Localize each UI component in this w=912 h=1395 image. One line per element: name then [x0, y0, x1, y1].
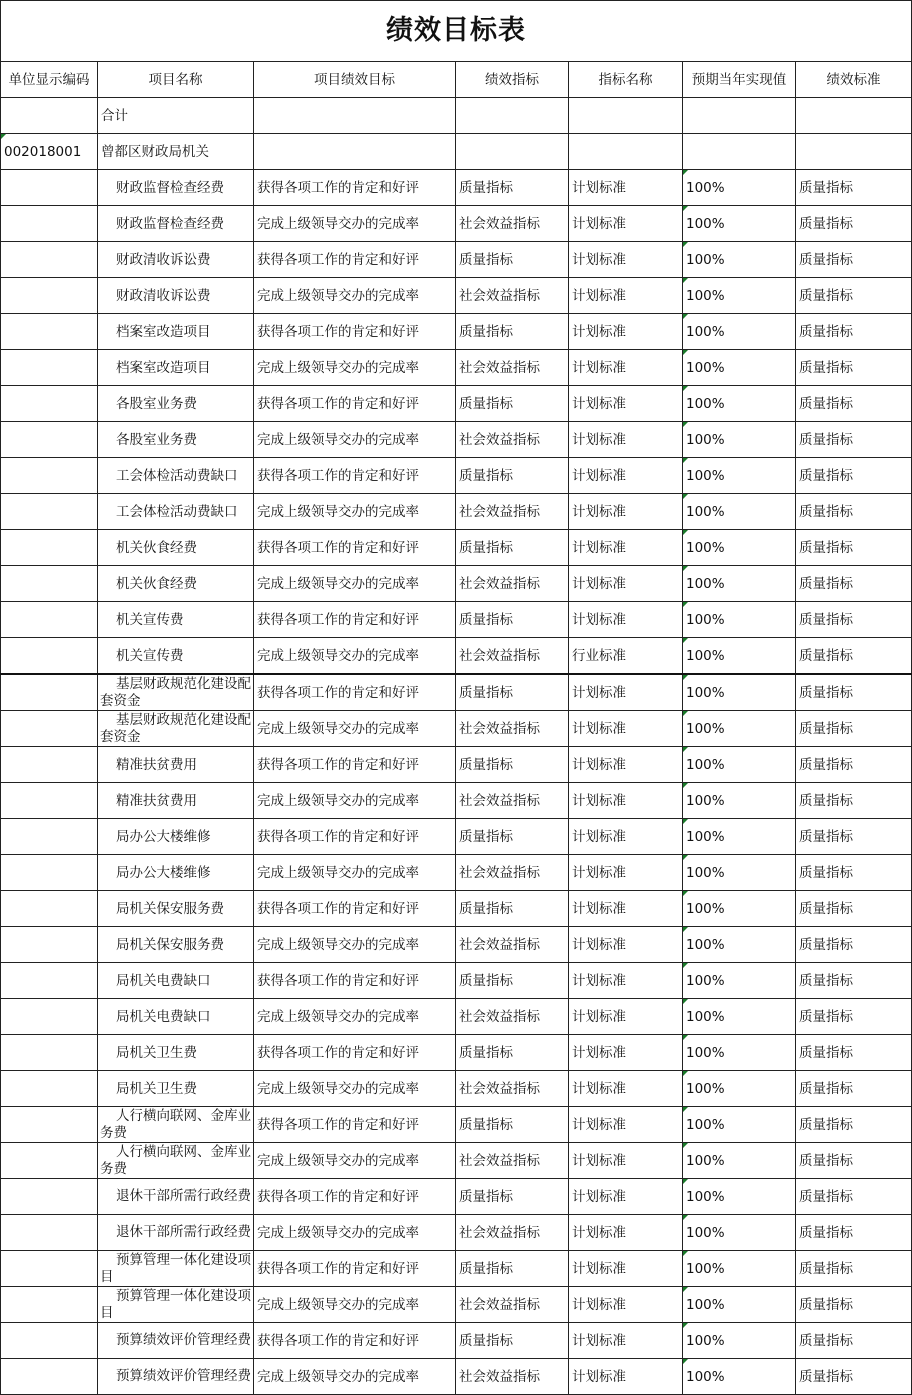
total-label[interactable]: 合计: [98, 98, 254, 134]
expected-value-cell[interactable]: 100%: [683, 674, 796, 711]
standard-cell[interactable]: 质量指标: [796, 1107, 912, 1143]
unit-code-cell[interactable]: [1, 963, 98, 999]
cell[interactable]: [456, 98, 569, 134]
table-row: [1, 530, 912, 566]
project-goal-cell[interactable]: 获得各项工作的肯定和好评: [254, 963, 456, 999]
unit-row: [1, 134, 912, 170]
standard-cell[interactable]: 质量指标: [796, 566, 912, 602]
standard-cell[interactable]: 质量指标: [796, 494, 912, 530]
indicator-name-cell[interactable]: 计划标准: [569, 422, 683, 458]
expected-value-cell[interactable]: 100%: [683, 1143, 796, 1179]
indicator-cell[interactable]: 质量指标: [456, 1179, 569, 1215]
project-name-cell[interactable]: 局机关电费缺口: [98, 963, 254, 999]
project-name-cell[interactable]: 预算绩效评价管理经费: [98, 1323, 254, 1359]
table-row: [1, 458, 912, 494]
indicator-cell[interactable]: 质量指标: [456, 458, 569, 494]
table-row: [1, 602, 912, 638]
unit-code-cell[interactable]: [1, 927, 98, 963]
indicator-cell[interactable]: 质量指标: [456, 674, 569, 711]
expected-value-cell[interactable]: 100%: [683, 927, 796, 963]
expected-value-cell[interactable]: 100%: [683, 711, 796, 747]
indicator-name-cell[interactable]: 计划标准: [569, 170, 683, 206]
table-row: [1, 1251, 912, 1287]
indicator-name-cell[interactable]: 计划标准: [569, 458, 683, 494]
indicator-cell[interactable]: 质量指标: [456, 963, 569, 999]
table-row: [1, 963, 912, 999]
cell[interactable]: [569, 134, 683, 170]
expected-value-cell[interactable]: 100%: [683, 1215, 796, 1251]
unit-code-cell[interactable]: [1, 999, 98, 1035]
indicator-cell[interactable]: 质量指标: [456, 1323, 569, 1359]
standard-cell[interactable]: 质量指标: [796, 1359, 912, 1395]
expected-value-cell[interactable]: 100%: [683, 638, 796, 675]
indicator-cell[interactable]: 社会效益指标: [456, 278, 569, 314]
indicator-name-cell[interactable]: 计划标准: [569, 494, 683, 530]
indicator-cell[interactable]: 社会效益指标: [456, 711, 569, 747]
project-name-cell[interactable]: 局办公大楼维修: [98, 855, 254, 891]
expected-value-cell[interactable]: 100%: [683, 170, 796, 206]
project-name-cell[interactable]: 退休干部所需行政经费: [98, 1179, 254, 1215]
indicator-name-cell[interactable]: 计划标准: [569, 242, 683, 278]
project-name-cell[interactable]: 财政清收诉讼费: [98, 278, 254, 314]
indicator-name-cell[interactable]: 计划标准: [569, 783, 683, 819]
standard-cell[interactable]: 质量指标: [796, 1143, 912, 1179]
header-cell[interactable]: 单位显示编码: [1, 62, 98, 98]
project-name-cell[interactable]: 机关伙食经费: [98, 566, 254, 602]
cell[interactable]: [683, 134, 796, 170]
indicator-cell[interactable]: 社会效益指标: [456, 999, 569, 1035]
project-goal-cell[interactable]: 获得各项工作的肯定和好评: [254, 891, 456, 927]
project-name-cell[interactable]: 机关宣传费: [98, 602, 254, 638]
cell[interactable]: [456, 134, 569, 170]
table-row: [1, 891, 912, 927]
indicator-name-cell[interactable]: 计划标准: [569, 1071, 683, 1107]
standard-cell[interactable]: 质量指标: [796, 747, 912, 783]
expected-value-cell[interactable]: 100%: [683, 530, 796, 566]
standard-cell[interactable]: 质量指标: [796, 711, 912, 747]
unit-code-cell[interactable]: [1, 422, 98, 458]
table-row: [1, 314, 912, 350]
indicator-cell[interactable]: 社会效益指标: [456, 1071, 569, 1107]
project-name-cell[interactable]: 基层财政规范化建设配套资金: [98, 674, 254, 711]
header-cell[interactable]: 绩效指标: [456, 62, 569, 98]
standard-cell[interactable]: 质量指标: [796, 422, 912, 458]
indicator-cell[interactable]: 社会效益指标: [456, 1215, 569, 1251]
expected-value-cell[interactable]: 100%: [683, 1071, 796, 1107]
cell[interactable]: [569, 98, 683, 134]
indicator-cell[interactable]: 社会效益指标: [456, 855, 569, 891]
project-name-cell[interactable]: 局办公大楼维修: [98, 819, 254, 855]
indicator-cell[interactable]: 社会效益指标: [456, 927, 569, 963]
project-goal-cell[interactable]: 获得各项工作的肯定和好评: [254, 242, 456, 278]
project-goal-cell[interactable]: 完成上级领导交办的完成率: [254, 422, 456, 458]
standard-cell[interactable]: 质量指标: [796, 1251, 912, 1287]
project-goal-cell[interactable]: 获得各项工作的肯定和好评: [254, 1107, 456, 1143]
standard-cell[interactable]: 质量指标: [796, 350, 912, 386]
indicator-name-cell[interactable]: 计划标准: [569, 747, 683, 783]
project-goal-cell[interactable]: 完成上级领导交办的完成率: [254, 638, 456, 675]
indicator-cell[interactable]: 质量指标: [456, 314, 569, 350]
table-row: [1, 1071, 912, 1107]
project-goal-cell[interactable]: 完成上级领导交办的完成率: [254, 711, 456, 747]
table-row: [1, 206, 912, 242]
project-name-cell[interactable]: 财政监督检查经费: [98, 170, 254, 206]
indicator-cell[interactable]: 质量指标: [456, 170, 569, 206]
header-cell[interactable]: 项目名称: [98, 62, 254, 98]
project-name-cell[interactable]: 精准扶贫费用: [98, 783, 254, 819]
expected-value-cell[interactable]: 100%: [683, 206, 796, 242]
project-name-cell[interactable]: 局机关卫生费: [98, 1071, 254, 1107]
unit-code-cell[interactable]: [1, 1143, 98, 1179]
indicator-name-cell[interactable]: 计划标准: [569, 386, 683, 422]
unit-code-cell[interactable]: [1, 242, 98, 278]
standard-cell[interactable]: 质量指标: [796, 674, 912, 711]
indicator-name-cell[interactable]: 计划标准: [569, 711, 683, 747]
project-name-cell[interactable]: 局机关保安服务费: [98, 927, 254, 963]
expected-value-cell[interactable]: 100%: [683, 458, 796, 494]
indicator-name-cell[interactable]: 计划标准: [569, 566, 683, 602]
indicator-name-cell[interactable]: 计划标准: [569, 206, 683, 242]
project-goal-cell[interactable]: 完成上级领导交办的完成率: [254, 1215, 456, 1251]
indicator-name-cell[interactable]: 计划标准: [569, 1107, 683, 1143]
expected-value-cell[interactable]: 100%: [683, 242, 796, 278]
table-row: [1, 350, 912, 386]
standard-cell[interactable]: 质量指标: [796, 278, 912, 314]
cell[interactable]: [796, 134, 912, 170]
unit-code-cell[interactable]: [1, 350, 98, 386]
unit-code-cell[interactable]: [1, 783, 98, 819]
project-goal-cell[interactable]: 完成上级领导交办的完成率: [254, 278, 456, 314]
expected-value-cell[interactable]: 100%: [683, 783, 796, 819]
unit-code-cell[interactable]: [1, 674, 98, 711]
expected-value-cell[interactable]: 100%: [683, 566, 796, 602]
unit-code-cell[interactable]: [1, 458, 98, 494]
unit-code-cell[interactable]: [1, 602, 98, 638]
project-goal-cell[interactable]: 完成上级领导交办的完成率: [254, 927, 456, 963]
standard-cell[interactable]: 质量指标: [796, 530, 912, 566]
expected-value-cell[interactable]: 100%: [683, 855, 796, 891]
unit-code-cell[interactable]: [1, 891, 98, 927]
table-row: [1, 1359, 912, 1395]
indicator-name-cell[interactable]: 计划标准: [569, 314, 683, 350]
header-row: [1, 62, 912, 98]
project-name-cell[interactable]: 财政监督检查经费: [98, 206, 254, 242]
standard-cell[interactable]: 质量指标: [796, 891, 912, 927]
project-goal-cell[interactable]: 获得各项工作的肯定和好评: [254, 1251, 456, 1287]
header-cell[interactable]: 指标名称: [569, 62, 683, 98]
indicator-cell[interactable]: 社会效益指标: [456, 783, 569, 819]
indicator-cell[interactable]: 质量指标: [456, 1035, 569, 1071]
cell[interactable]: [796, 98, 912, 134]
standard-cell[interactable]: 质量指标: [796, 386, 912, 422]
standard-cell[interactable]: 质量指标: [796, 206, 912, 242]
indicator-cell[interactable]: 质量指标: [456, 386, 569, 422]
unit-code-cell[interactable]: [1, 711, 98, 747]
table-row: [1, 1215, 912, 1251]
unit-code-cell[interactable]: [1, 1359, 98, 1395]
header-cell[interactable]: 绩效标准: [796, 62, 912, 98]
indicator-cell[interactable]: 质量指标: [456, 242, 569, 278]
indicator-cell[interactable]: 社会效益指标: [456, 1143, 569, 1179]
indicator-cell[interactable]: 质量指标: [456, 602, 569, 638]
project-name-cell[interactable]: 局机关卫生费: [98, 1035, 254, 1071]
indicator-cell[interactable]: 质量指标: [456, 819, 569, 855]
standard-cell[interactable]: 质量指标: [796, 1287, 912, 1323]
indicator-name-cell[interactable]: 计划标准: [569, 819, 683, 855]
project-goal-cell[interactable]: 获得各项工作的肯定和好评: [254, 1179, 456, 1215]
unit-code-cell[interactable]: [1, 314, 98, 350]
indicator-cell[interactable]: 质量指标: [456, 747, 569, 783]
project-name-cell[interactable]: 基层财政规范化建设配套资金: [98, 711, 254, 747]
project-goal-cell[interactable]: 完成上级领导交办的完成率: [254, 783, 456, 819]
unit-code-cell[interactable]: [1, 1071, 98, 1107]
expected-value-cell[interactable]: 100%: [683, 819, 796, 855]
indicator-name-cell[interactable]: 计划标准: [569, 530, 683, 566]
unit-code-cell[interactable]: [1, 1035, 98, 1071]
table-row: [1, 1287, 912, 1323]
unit-code-cell[interactable]: [1, 278, 98, 314]
project-goal-cell[interactable]: 获得各项工作的肯定和好评: [254, 530, 456, 566]
unit-name-cell[interactable]: 曾都区财政局机关: [98, 134, 254, 170]
expected-value-cell[interactable]: 100%: [683, 1179, 796, 1215]
indicator-cell[interactable]: 社会效益指标: [456, 422, 569, 458]
project-name-cell[interactable]: 预算管理一体化建设项目: [98, 1287, 254, 1323]
cell[interactable]: [1, 98, 98, 134]
total-row: [1, 98, 912, 134]
project-goal-cell[interactable]: 获得各项工作的肯定和好评: [254, 602, 456, 638]
expected-value-cell[interactable]: 100%: [683, 963, 796, 999]
project-name-cell[interactable]: 各股室业务费: [98, 422, 254, 458]
project-goal-cell[interactable]: 获得各项工作的肯定和好评: [254, 747, 456, 783]
standard-cell[interactable]: 质量指标: [796, 819, 912, 855]
indicator-name-cell[interactable]: 计划标准: [569, 1179, 683, 1215]
standard-cell[interactable]: 质量指标: [796, 458, 912, 494]
standard-cell[interactable]: 质量指标: [796, 242, 912, 278]
table-row: [1, 999, 912, 1035]
project-goal-cell[interactable]: 获得各项工作的肯定和好评: [254, 1035, 456, 1071]
table-row: [1, 927, 912, 963]
project-goal-cell[interactable]: 完成上级领导交办的完成率: [254, 1143, 456, 1179]
indicator-name-cell[interactable]: 计划标准: [569, 1215, 683, 1251]
indicator-name-cell[interactable]: 计划标准: [569, 891, 683, 927]
project-goal-cell[interactable]: 完成上级领导交办的完成率: [254, 350, 456, 386]
project-goal-cell[interactable]: 完成上级领导交办的完成率: [254, 566, 456, 602]
project-name-cell[interactable]: 工会体检活动费缺口: [98, 494, 254, 530]
table-row: [1, 674, 912, 711]
project-goal-cell[interactable]: 获得各项工作的肯定和好评: [254, 386, 456, 422]
project-name-cell[interactable]: 预算绩效评价管理经费: [98, 1359, 254, 1395]
standard-cell[interactable]: 质量指标: [796, 927, 912, 963]
standard-cell[interactable]: 质量指标: [796, 1179, 912, 1215]
table-row: [1, 566, 912, 602]
standard-cell[interactable]: 质量指标: [796, 963, 912, 999]
unit-code-cell[interactable]: 002018001: [1, 134, 98, 170]
indicator-name-cell[interactable]: 计划标准: [569, 278, 683, 314]
project-goal-cell[interactable]: 完成上级领导交办的完成率: [254, 1287, 456, 1323]
project-name-cell[interactable]: 人行横向联网、金库业务费: [98, 1143, 254, 1179]
unit-code-cell[interactable]: [1, 206, 98, 242]
expected-value-cell[interactable]: 100%: [683, 1107, 796, 1143]
table-row: [1, 638, 912, 675]
expected-value-cell[interactable]: 100%: [683, 602, 796, 638]
table-row: [1, 747, 912, 783]
table-title[interactable]: 绩效目标表: [1, 1, 912, 62]
indicator-cell[interactable]: 质量指标: [456, 1251, 569, 1287]
project-goal-cell[interactable]: 获得各项工作的肯定和好评: [254, 1323, 456, 1359]
standard-cell[interactable]: 质量指标: [796, 170, 912, 206]
expected-value-cell[interactable]: 100%: [683, 1359, 796, 1395]
expected-value-cell[interactable]: 100%: [683, 422, 796, 458]
standard-cell[interactable]: 质量指标: [796, 314, 912, 350]
project-goal-cell[interactable]: 完成上级领导交办的完成率: [254, 1071, 456, 1107]
table-row: [1, 783, 912, 819]
indicator-name-cell[interactable]: 计划标准: [569, 927, 683, 963]
cell[interactable]: [254, 98, 456, 134]
project-name-cell[interactable]: 财政清收诉讼费: [98, 242, 254, 278]
standard-cell[interactable]: 质量指标: [796, 1323, 912, 1359]
project-name-cell[interactable]: 精准扶贫费用: [98, 747, 254, 783]
indicator-cell[interactable]: 社会效益指标: [456, 494, 569, 530]
expected-value-cell[interactable]: 100%: [683, 494, 796, 530]
cell[interactable]: [254, 134, 456, 170]
expected-value-cell[interactable]: 100%: [683, 278, 796, 314]
project-goal-cell[interactable]: 获得各项工作的肯定和好评: [254, 819, 456, 855]
cell[interactable]: [683, 98, 796, 134]
project-name-cell[interactable]: 退休干部所需行政经费: [98, 1215, 254, 1251]
unit-code-cell[interactable]: [1, 855, 98, 891]
indicator-name-cell[interactable]: 计划标准: [569, 350, 683, 386]
table-row: [1, 386, 912, 422]
title-row: [1, 1, 912, 62]
expected-value-cell[interactable]: 100%: [683, 350, 796, 386]
indicator-name-cell[interactable]: 计划标准: [569, 1359, 683, 1395]
project-name-cell[interactable]: 工会体检活动费缺口: [98, 458, 254, 494]
expected-value-cell[interactable]: 100%: [683, 891, 796, 927]
project-name-cell[interactable]: 局机关电费缺口: [98, 999, 254, 1035]
table-row: [1, 819, 912, 855]
indicator-name-cell[interactable]: 计划标准: [569, 999, 683, 1035]
indicator-cell[interactable]: 质量指标: [456, 530, 569, 566]
indicator-cell[interactable]: 社会效益指标: [456, 1287, 569, 1323]
unit-code-cell[interactable]: [1, 1179, 98, 1215]
standard-cell[interactable]: 质量指标: [796, 999, 912, 1035]
table-row: [1, 1035, 912, 1071]
project-goal-cell[interactable]: 完成上级领导交办的完成率: [254, 494, 456, 530]
expected-value-cell[interactable]: 100%: [683, 314, 796, 350]
unit-code-cell[interactable]: [1, 1287, 98, 1323]
indicator-name-cell[interactable]: 计划标准: [569, 1035, 683, 1071]
project-name-cell[interactable]: 预算管理一体化建设项目: [98, 1251, 254, 1287]
expected-value-cell[interactable]: 100%: [683, 1251, 796, 1287]
indicator-name-cell[interactable]: 计划标准: [569, 602, 683, 638]
indicator-cell[interactable]: 质量指标: [456, 1107, 569, 1143]
indicator-name-cell[interactable]: 计划标准: [569, 963, 683, 999]
table-row: [1, 170, 912, 206]
unit-code-cell[interactable]: [1, 638, 98, 675]
table-row: [1, 494, 912, 530]
indicator-cell[interactable]: 社会效益指标: [456, 206, 569, 242]
project-goal-cell[interactable]: 获得各项工作的肯定和好评: [254, 314, 456, 350]
project-goal-cell[interactable]: 获得各项工作的肯定和好评: [254, 458, 456, 494]
expected-value-cell[interactable]: 100%: [683, 999, 796, 1035]
standard-cell[interactable]: 质量指标: [796, 1035, 912, 1071]
unit-code-cell[interactable]: [1, 494, 98, 530]
project-name-cell[interactable]: 机关宣传费: [98, 638, 254, 675]
expected-value-cell[interactable]: 100%: [683, 1035, 796, 1071]
standard-cell[interactable]: 质量指标: [796, 855, 912, 891]
expected-value-cell[interactable]: 100%: [683, 1323, 796, 1359]
expected-value-cell[interactable]: 100%: [683, 747, 796, 783]
table-row: [1, 1107, 912, 1143]
unit-code-cell[interactable]: [1, 170, 98, 206]
header-cell[interactable]: 项目绩效目标: [254, 62, 456, 98]
indicator-cell[interactable]: 社会效益指标: [456, 1359, 569, 1395]
indicator-cell[interactable]: 社会效益指标: [456, 566, 569, 602]
unit-code-cell[interactable]: [1, 1323, 98, 1359]
indicator-cell[interactable]: 社会效益指标: [456, 350, 569, 386]
project-goal-cell[interactable]: 获得各项工作的肯定和好评: [254, 170, 456, 206]
unit-code-cell[interactable]: [1, 530, 98, 566]
indicator-name-cell[interactable]: 计划标准: [569, 1251, 683, 1287]
project-name-cell[interactable]: 机关伙食经费: [98, 530, 254, 566]
project-goal-cell[interactable]: 完成上级领导交办的完成率: [254, 206, 456, 242]
indicator-cell[interactable]: 社会效益指标: [456, 638, 569, 675]
indicator-name-cell[interactable]: 计划标准: [569, 1323, 683, 1359]
project-goal-cell[interactable]: 完成上级领导交办的完成率: [254, 1359, 456, 1395]
project-name-cell[interactable]: 档案室改造项目: [98, 350, 254, 386]
standard-cell[interactable]: 质量指标: [796, 1071, 912, 1107]
unit-code-cell[interactable]: [1, 819, 98, 855]
project-name-cell[interactable]: 人行横向联网、金库业务费: [98, 1107, 254, 1143]
unit-code-cell[interactable]: [1, 747, 98, 783]
project-goal-cell[interactable]: 完成上级领导交办的完成率: [254, 999, 456, 1035]
table-row: [1, 1179, 912, 1215]
standard-cell[interactable]: 质量指标: [796, 602, 912, 638]
header-cell[interactable]: 预期当年实现值: [683, 62, 796, 98]
project-goal-cell[interactable]: 获得各项工作的肯定和好评: [254, 674, 456, 711]
expected-value-cell[interactable]: 100%: [683, 1287, 796, 1323]
project-name-cell[interactable]: 档案室改造项目: [98, 314, 254, 350]
indicator-name-cell[interactable]: 计划标准: [569, 1143, 683, 1179]
standard-cell[interactable]: 质量指标: [796, 638, 912, 675]
standard-cell[interactable]: 质量指标: [796, 1215, 912, 1251]
indicator-name-cell[interactable]: 计划标准: [569, 674, 683, 711]
indicator-cell[interactable]: 质量指标: [456, 891, 569, 927]
indicator-name-cell[interactable]: 计划标准: [569, 855, 683, 891]
unit-code-cell[interactable]: [1, 566, 98, 602]
table-row: [1, 711, 912, 747]
unit-code-cell[interactable]: [1, 386, 98, 422]
table-row: [1, 278, 912, 314]
table-row: [1, 242, 912, 278]
project-name-cell[interactable]: 各股室业务费: [98, 386, 254, 422]
unit-code-cell[interactable]: [1, 1251, 98, 1287]
unit-code-cell[interactable]: [1, 1107, 98, 1143]
indicator-name-cell[interactable]: 行业标准: [569, 638, 683, 675]
table-row: [1, 1323, 912, 1359]
unit-code-cell[interactable]: [1, 1215, 98, 1251]
table-row: [1, 422, 912, 458]
table-row: [1, 855, 912, 891]
project-goal-cell[interactable]: 完成上级领导交办的完成率: [254, 855, 456, 891]
indicator-name-cell[interactable]: 计划标准: [569, 1287, 683, 1323]
expected-value-cell[interactable]: 100%: [683, 386, 796, 422]
standard-cell[interactable]: 质量指标: [796, 783, 912, 819]
project-name-cell[interactable]: 局机关保安服务费: [98, 891, 254, 927]
table-row: [1, 1143, 912, 1179]
